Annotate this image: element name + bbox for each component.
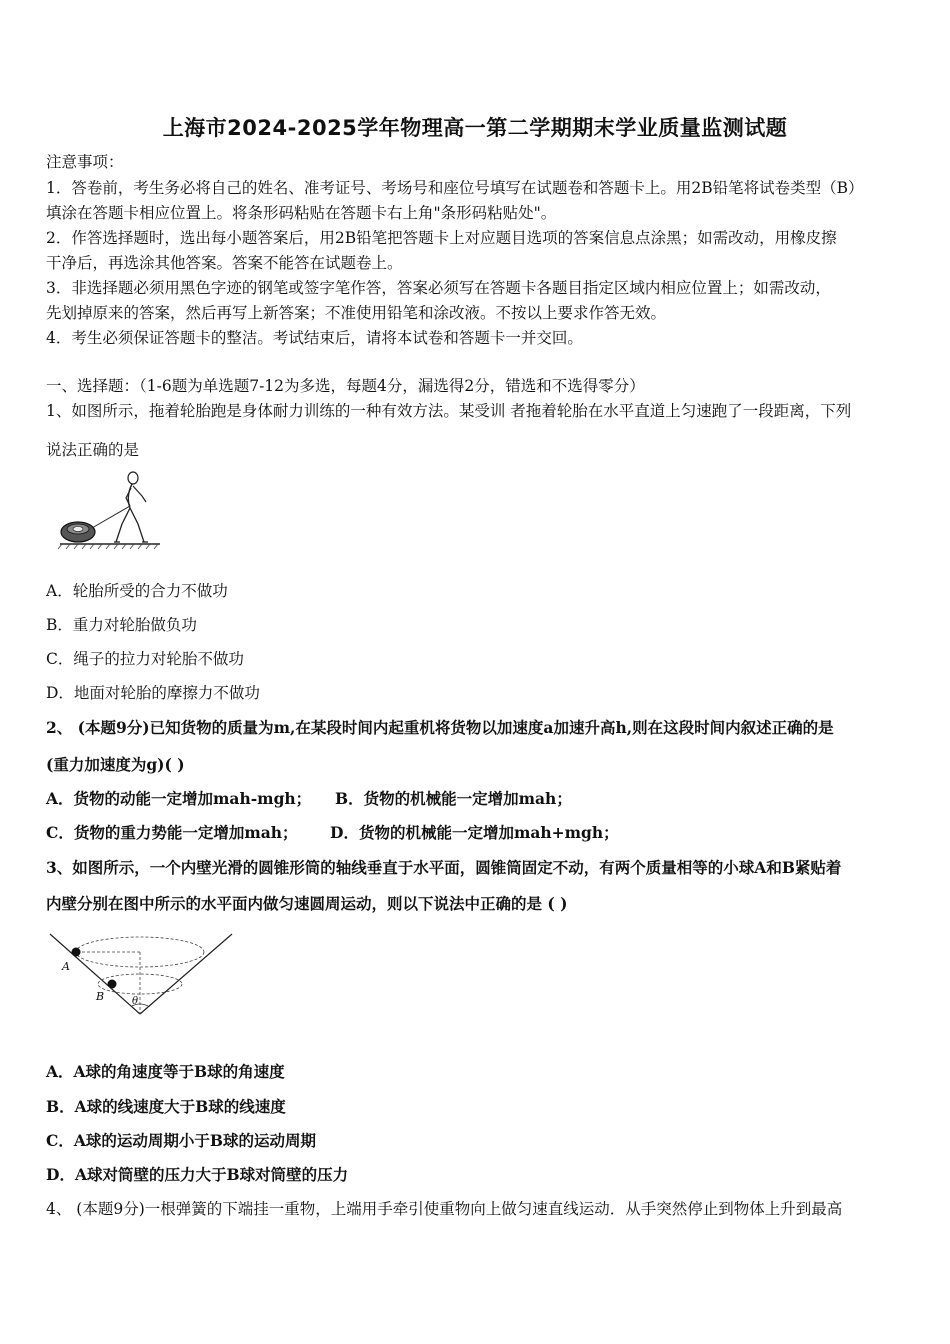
notice-line: 1．答卷前，考生务必将自己的姓名、准考证号、考场号和座位号填写在试题卷和答题卡上。用2B铅笔将试卷类型（B） <box>46 179 864 197</box>
notice-line: 干净后，再选涂其他答案。答案不能答在试题卷上。 <box>46 254 403 272</box>
q3-option-a: A．A球的角速度等于B球的角速度 <box>46 1062 285 1081</box>
q2-option-c: C．货物的重力势能一定增加mah； <box>46 823 298 842</box>
notice-line: 先划掉原来的答案，然后再写上新答案；不准使用铅笔和涂改液。不按以上要求作答无效。 <box>46 304 667 322</box>
q1-stem-cont: 说法正确的是 <box>46 441 140 459</box>
q4-stem: 4、 (本题9分)一根弹簧的下端挂一重物，上端用手牵引使重物向上做匀速直线运动．从手突然停止到物体上升到最高 <box>46 1200 843 1218</box>
ball-b <box>108 980 117 989</box>
section-heading: 一、选择题：（1-6题为单选题7-12为多选，每题4分，漏选得2分，错选和不选得零分） <box>46 377 645 395</box>
tire-runner-figure <box>56 466 166 550</box>
notice-line: 3．非选择题必须用黑色字迹的钢笔或签字笔作答，答案必须写在答题卡各题目指定区域内相应位置上；如需改动， <box>46 279 831 297</box>
notice-heading: 注意事项： <box>46 153 124 171</box>
q3-option-c: C．A球的运动周期小于B球的运动周期 <box>46 1131 316 1150</box>
label-theta: θ <box>132 996 139 1007</box>
label-b: B <box>96 990 105 1003</box>
q3-option-d: D．A球对筒壁的压力大于B球对筒壁的压力 <box>46 1165 349 1184</box>
q2-stem: 2、 (本题9分)已知货物的质量为m,在某段时间内起重机将货物以加速度a加速升高h,则在这段时间内叙述正确的是 <box>46 718 834 737</box>
q1-option-b: B．重力对轮胎做负功 <box>46 616 197 634</box>
notice-line: 2．作答选择题时，选出每小题答案后，用2B铅笔把答题卡上对应题目选项的答案信息点涂黑；如需改动，用橡皮擦 <box>46 229 837 247</box>
q3-stem-cont: 内壁分别在图中所示的水平面内做匀速圆周运动，则以下说法中正确的是 ( ) <box>46 894 568 913</box>
q2-option-a: A．货物的动能一定增加mah-mgh； <box>46 789 312 808</box>
exam-title: 上海市2024-2025学年物理高一第二学期期末学业质量监测试题 <box>162 116 788 140</box>
q2-option-b: B．货物的机械能一定增加mah； <box>335 789 572 808</box>
q1-option-d: D．地面对轮胎的摩擦力不做功 <box>46 684 260 702</box>
q2-option-d: D．货物的机械能一定增加mah+mgh； <box>330 823 619 842</box>
notice-line: 4．考生必须保证答题卡的整洁。考试结束后，请将本试卷和答题卡一并交回。 <box>46 329 583 347</box>
ball-a <box>72 948 81 957</box>
label-a: A <box>62 960 70 973</box>
q1-option-a: A．轮胎所受的合力不做功 <box>46 582 228 600</box>
q3-stem: 3、如图所示，一个内壁光滑的圆锥形筒的轴线垂直于水平面，圆锥筒固定不动，有两个质量相等的小球A和B紧贴着 <box>46 858 842 877</box>
q2-stem-cont: (重力加速度为g)( ) <box>46 755 185 774</box>
notice-line: 填涂在答题卡相应位置上。将条形码粘贴在答题卡右上角"条形码粘贴处"。 <box>46 204 557 222</box>
cone-figure <box>44 928 240 1020</box>
q1-option-c: C．绳子的拉力对轮胎不做功 <box>46 650 244 668</box>
q1-stem: 1、如图所示，拖着轮胎跑是身体耐力训练的一种有效方法。某受训 者拖着轮胎在水平直道上匀速跑了一段距离，下列 <box>46 402 852 420</box>
q3-option-b: B．A球的线速度大于B球的线速度 <box>46 1097 286 1116</box>
